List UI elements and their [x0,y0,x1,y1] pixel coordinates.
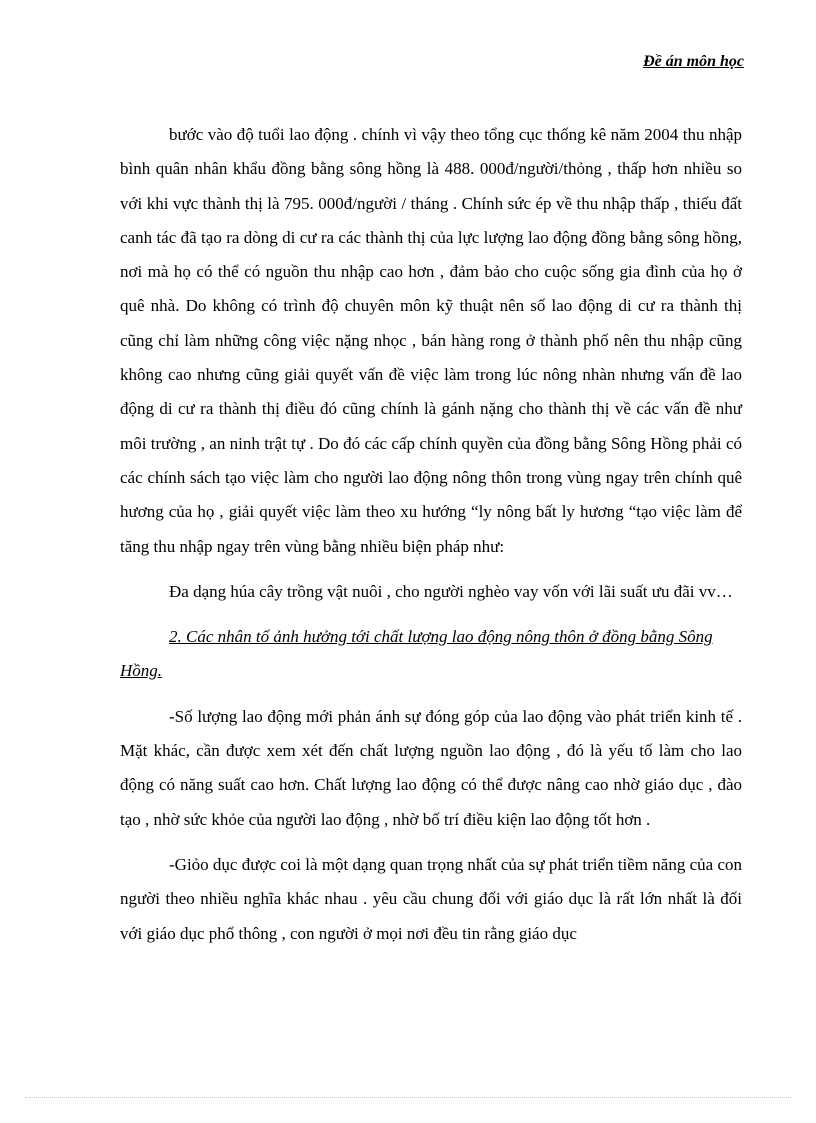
document-body [120,118,742,951]
page-bottom-divider [25,1097,791,1098]
header-title: Đề án môn học [643,53,744,70]
body-paragraph: Đa dạng húa cây trồng vật nuôi , cho người nghèo vay vốn với lãi suất ưu đãi vv… [169,581,733,601]
body-paragraph: bước vào độ tuổi lao động . chính vì vậy theo tổng cục thống kê năm 2004 thu nhập bình quân nhân khẩu đồng bằng sông hồng là 488. 000đ/người/thỏng , thấp hơn nhiều so với khi vực thành thị là 795. 000đ/người / tháng . Chính sức ép về thu nhập thấp , thiếu đất canh tác đã tạo ra dòng di cư ra các thành thị của lực lượng lao động đồng bằng sông hồng, nơi mà họ có thể có nguồn thu nhập cao hơn , đảm bảo cho cuộc sống gia đình của họ ở quê nhà. Do không có trình độ chuyên môn kỹ thuật nên số lao động di cư ra thành thị cũng chỉ làm những công việc nặng nhọc , bán hàng rong ở thành phố nên thu nhập cũng không cao nhưng cũng giải quyết vấn đề việc làm trong lúc nông nhàn nhưng vấn đề lao động di cư ra thành thị điều đó cũng chính là gánh nặng cho thành thị về các vấn đề như môi trường , an ninh trật tự . Do đó các cấp chính quyền của đồng bằng Sông Hồng phải có các chính sách tạo việc làm cho người lao động nông thôn trong vùng ngay trên chính quê hương của họ , giải quyết việc làm theo xu hướng “ly nông bất ly hương “tạo việc làm để tăng thu nhập ngay trên vùng bằng nhiều biện pháp như: [120,125,742,556]
body-paragraph: -Số lượng lao động mới phản ánh sự đóng góp của lao động vào phát triển kinh tế . Mặt khác, cần được xem xét đến chất lượng nguồn lao động , đó là yếu tố làm cho lao động có năng suất cao hơn. Chất lượng lao động có thể được nâng cao nhờ giáo dục , đào tạo , nhờ sức khỏe của người lao động , nhờ bố trí điều kiện lao động tốt hơn . [120,706,742,829]
body-paragraph: -Giỏo dục được coi là một dạng quan trọng nhất của sự phát triển tiềm năng của con người theo nhiều nghĩa khác nhau . yêu cầu chung đối với giáo dục là rất lớn nhất là đối với giáo dục phổ thông , con người ở mọi nơi đều tin rằng giáo dục [120,854,742,943]
section-heading: 2. Các nhân tố ảnh hưởng tới chất lượng lao động nông thôn ở đồng bằng Sông Hồng. [120,627,713,681]
